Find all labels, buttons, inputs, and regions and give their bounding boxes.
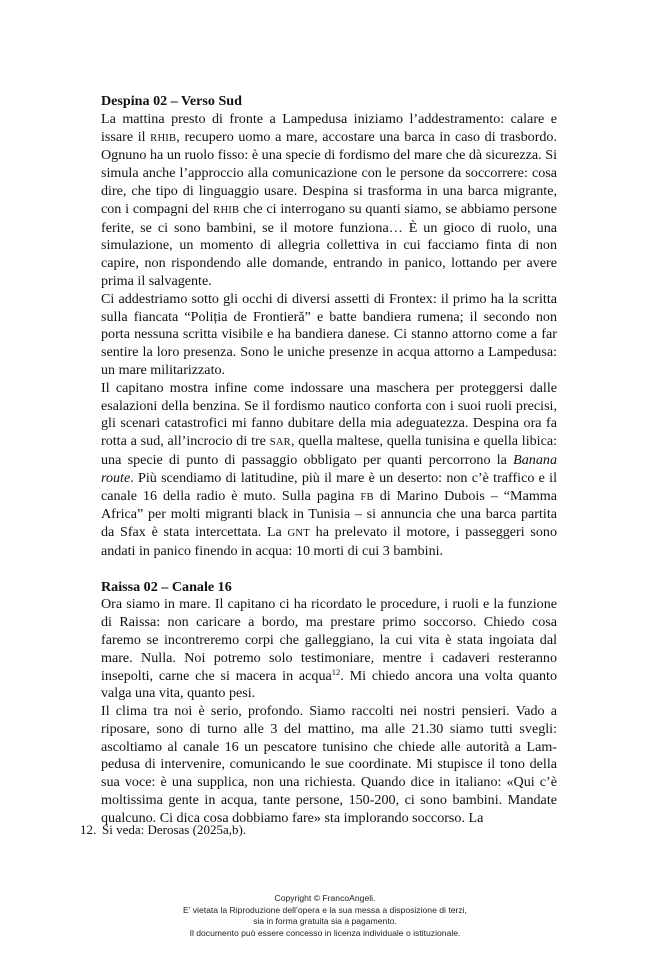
text-run: . Mi chiedo ancora una volta quanto valga una vita, quanto pesi.	[101, 667, 557, 702]
text-run: Il capitano mostra infine come indossare una maschera per proteggersi dalle esalazioni della benzina. Se il fordismo nautico conforta con i suoi ruoli precisi, gli scenari catastrofici mi fanno dubitare della mia adeguatezza. Despina ora fa rotta a sud, all’incrocio di tre	[101, 379, 557, 450]
small-caps-abbr: FB	[360, 491, 374, 503]
paragraph: Ci addestriamo sotto gli occhi di diversi assetti di Frontex: il primo ha la scritta sulla fiancata “Poliția de Frontieră” e batte bandiera rumena; il secondo non porta nessuna scritta visibile e ha bandiera danese. Ci stanno attorno come a far sentire la loro presenza. Sono le uniche presenze in acqua attorno a Lampedusa: un mare militarizzato.	[101, 290, 557, 378]
copyright-line: E’ vietata la Riproduzione dell’opera e la sua messa a disposizione di terzi,	[183, 904, 467, 915]
small-caps-abbr: RHIB	[213, 204, 240, 216]
paragraph	[101, 380, 557, 561]
text-run: La mattina presto di fronte a Lampedusa iniziamo l’addestramento: calare e issare il	[101, 110, 557, 145]
text-run: . Più scendiamo di latitudine, più il mare è un deserto: non c’è traffico e il canale 16 della radio è muto. Sulla pagina	[101, 469, 557, 504]
paragraph	[101, 111, 557, 291]
small-caps-abbr: GNT	[287, 528, 310, 540]
section-title-despina: Despina 02 – Verso Sud	[101, 93, 242, 109]
footnote-number: 12.	[80, 822, 97, 837]
footnote	[80, 822, 560, 838]
text-run: ha prelevato il motore, i passeggeri sono andati in panico finendo in acqua: 10 morti di cui 3 bambini.	[101, 524, 558, 559]
text-run: , recupero uomo a mare, accostare una barca in caso di trasbordo. Ognuno ha un ruolo fisso: è una specie di fordismo del mare che dà sicurezza. Si simula anche l’approccio alla comunicazione con le persone da soccorrere: cosa dire, che tipo di linguaggio usare. Despina si trasforma in una barca migrante, con i compagni del	[101, 128, 557, 217]
footnote-text: Si veda: Derosas (2025a,b).	[102, 822, 247, 837]
text-run: di Marino Dubois – “Mamma Africa” per molti migranti black in Tunisia – si annuncia che una barca partita da Sfax è stata intercettata. La	[101, 487, 558, 541]
copyright-line: Il documento può essere concesso in licenza individuale o istituzionale.	[189, 927, 461, 938]
copyright-line: sia in forma gratuita sia a pagamento.	[253, 916, 397, 927]
italic-term: Banana route	[101, 451, 557, 486]
text-run: che ci interrogano su quanti siamo, se abbiamo persone ferite, se ci sono bambini, se il motore funziona… È un gioco di ruolo, una simulazione, un momento di allegria collettiva in cui facciamo finta di non capire, non rispondendo alle domande, entrando in panico, lottando per avere prima il salvagente.	[101, 200, 558, 289]
body-text	[101, 93, 557, 828]
section-title-raissa: Raissa 02 – Canale 16	[101, 578, 232, 595]
footnote-ref[interactable]: 12	[331, 666, 341, 677]
paragraph	[101, 596, 557, 703]
small-caps-abbr: RHIB	[150, 132, 177, 144]
text-run: Ora siamo in mare. Il capitano ci ha ricordato le procedure, i ruoli e la funzione di Raissa: non caricare a bordo, ma prestare primo soccorso. Chiedo cosa faremo se incontreremo corpi che galleggiano, la cui vita è stata ingoiata dal mare. Nulla. Noi potremo solo testimoniare, mentre i cadaveri resteranno insepolti, carne che si macera in acqua	[101, 596, 557, 684]
copyright-line: Copyright © FrancoAngeli.	[274, 893, 376, 903]
paragraph: Il clima tra noi è serio, profondo. Siamo raccolti nei nostri pensieri. Vado a riposare, sono di turno alle 3 del mattino, ma alle 21.30 siamo tutti svegli: ascoltiamo al canale 16 un pescatore tunisino che chiede alle autorità a Lampedusa di intervenire, comunicando le sue coordinate. Mi stupisce il tono della sua voce: è una supplica, non una richiesta. Quando dice in italiano: «Qui c’è moltissima gente in acqua, tante persone, 150-200, ci sono bambini. Mandate qualcuno. Ci dica cosa dobbiamo fare» sta implorando soccorso. La	[101, 703, 557, 826]
copyright-notice	[0, 893, 650, 939]
section-spacer	[101, 561, 557, 579]
text-run: , quella maltese, quella tunisina e quella libica: una specie di punto di passaggio obbligato per quanti percorrono la	[101, 433, 558, 468]
small-caps-abbr: SAR	[269, 437, 291, 449]
